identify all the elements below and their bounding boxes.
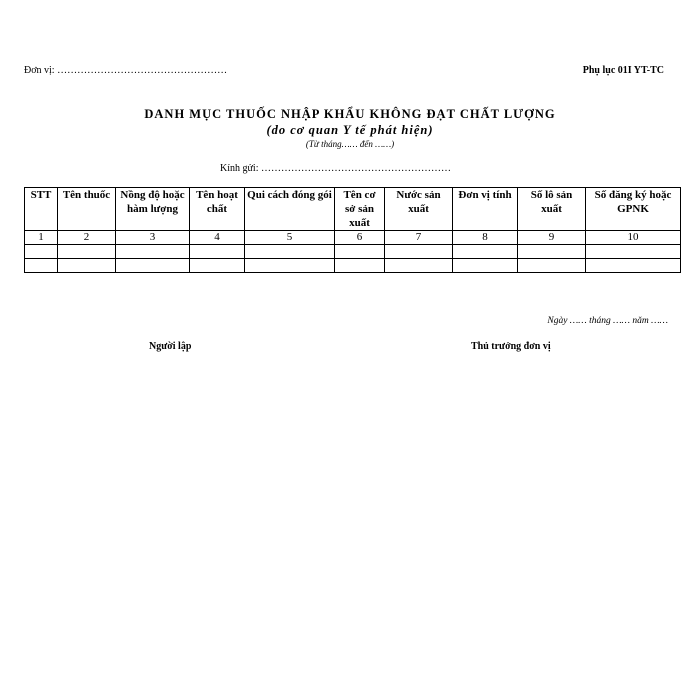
table-cell[interactable]: [116, 259, 190, 273]
head-of-unit-signature-label: Thủ trưởng đơn vị: [471, 341, 551, 352]
column-header-stt: STT: [25, 188, 58, 231]
table-cell[interactable]: [116, 245, 190, 259]
table-header-row: [25, 188, 681, 231]
column-header-batch-number: Số lô sản xuất: [518, 188, 586, 231]
column-header-concentration: Nồng độ hoặc hàm lượng: [116, 188, 190, 231]
table-cell[interactable]: [190, 259, 245, 273]
table-cell[interactable]: [586, 259, 681, 273]
table-cell[interactable]: [58, 245, 116, 259]
document-subtitle: (do cơ quan Y tế phát hiện): [266, 123, 434, 137]
table-cell[interactable]: [335, 259, 385, 273]
appendix-label: Phụ lục 01I YT-TC: [582, 65, 664, 76]
column-number: 5: [245, 231, 335, 245]
column-header-manufacturer: Tên cơ sở sản xuất: [335, 188, 385, 231]
table-cell[interactable]: [58, 259, 116, 273]
column-number: 1: [25, 231, 58, 245]
column-header-unit: Đơn vị tính: [453, 188, 518, 231]
table-cell[interactable]: [190, 245, 245, 259]
reporting-period: (Từ tháng…… đến ……): [305, 139, 395, 149]
column-number: 10: [586, 231, 681, 245]
table-cell[interactable]: [385, 245, 453, 259]
column-number: 7: [385, 231, 453, 245]
table-cell[interactable]: [25, 259, 58, 273]
column-number: 2: [58, 231, 116, 245]
column-header-packaging: Qui cách đóng gói: [245, 188, 335, 231]
table-cell[interactable]: [453, 259, 518, 273]
column-number: 8: [453, 231, 518, 245]
table-cell[interactable]: [25, 245, 58, 259]
table-cell[interactable]: [453, 245, 518, 259]
column-header-active-ingredient: Tên hoạt chất: [190, 188, 245, 231]
table-row: [25, 245, 681, 259]
table-cell[interactable]: [385, 259, 453, 273]
drug-list-table: [24, 187, 681, 273]
column-header-registration-number: Số đăng ký hoặc GPNK: [586, 188, 681, 231]
date-line: Ngày …… tháng …… năm ……: [547, 316, 668, 326]
document-title: DANH MỤC THUỐC NHẬP KHẨU KHÔNG ĐẠT CHẤT LƯỢNG: [144, 107, 556, 121]
column-number: 6: [335, 231, 385, 245]
table-cell[interactable]: [518, 245, 586, 259]
column-header-drug-name: Tên thuốc: [58, 188, 116, 231]
recipient-line: Kính gửi: …………………………………………………: [220, 163, 451, 174]
column-number: 9: [518, 231, 586, 245]
table-row: [25, 259, 681, 273]
column-header-country: Nước sản xuất: [385, 188, 453, 231]
table-cell[interactable]: [245, 259, 335, 273]
column-number: 4: [190, 231, 245, 245]
table-cell[interactable]: [518, 259, 586, 273]
unit-label: Đơn vị: ……………………………………………: [24, 65, 228, 76]
table-cell[interactable]: [335, 245, 385, 259]
column-number: 3: [116, 231, 190, 245]
preparer-signature-label: Người lập: [149, 341, 192, 352]
column-number-row: [25, 231, 681, 245]
table-cell[interactable]: [245, 245, 335, 259]
table-cell[interactable]: [586, 245, 681, 259]
